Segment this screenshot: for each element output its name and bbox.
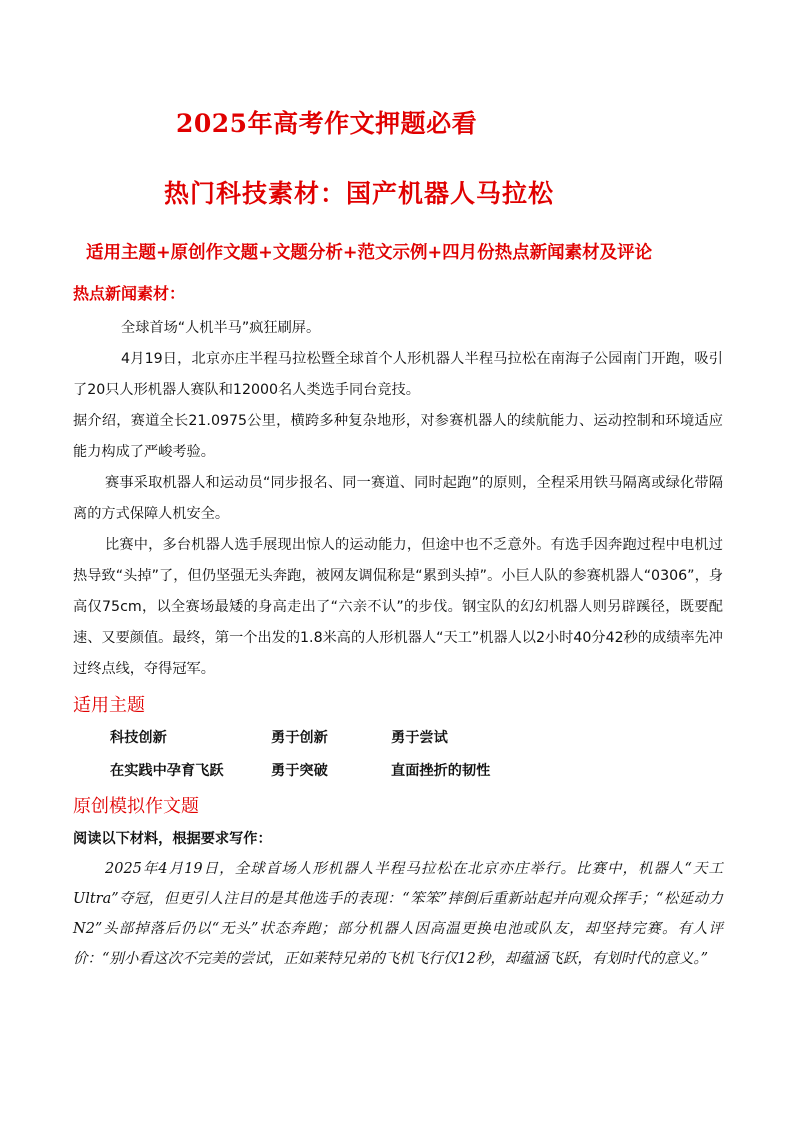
theme-item: 勇于尝试 xyxy=(391,730,448,746)
document-title: 2025年高考作文押题必看 xyxy=(176,109,478,138)
prompt-material: 2025年4月19日，全球首场人形机器人半程马拉松在北京亦庄举行。比赛中，机器人“天工Ultra”夺冠，但更引人注目的是其他选手的表现：“笨笨”摔倒后重新站起并向观众挥手；“松延动力N2”头部掉落后仍以“无头”状态奔跑；部分机器人因高温更换电池或队友，却坚持完赛。有人评价：“别小看这次不完美的尝试，正如莱特兄弟的飞机飞行仅12秒，却蕴涵飞跃，有划时代的意义。” xyxy=(73,861,723,967)
news-paragraph: 赛事采取机器人和运动员“同步报名、同一赛道、同时起跑”的原则，全程采用铁马隔离或绿化带隔离的方式保障人机安全。 xyxy=(73,475,723,522)
document-subtitle: 适用主题+原创作文题+文题分析+范文示例+四月份热点新闻素材及评论 xyxy=(86,243,653,263)
theme-item: 直面挫折的韧性 xyxy=(391,763,491,779)
theme-item: 勇于突破 xyxy=(271,763,328,779)
news-paragraph: 4月19日，北京亦庄半程马拉松暨全球首个人形机器人半程马拉松在南海子公园南门开跑，吸引了20只人形机器人赛队和12000名人类选手同台竞技。 xyxy=(73,351,723,398)
themes-section-heading: 适用主题 xyxy=(73,695,145,716)
theme-item: 勇于创新 xyxy=(271,730,328,746)
news-paragraph: 据介绍，赛道全长21.0975公里，横跨多种复杂地形，对参赛机器人的续航能力、运动控制和环境适应能力构成了严峻考验。 xyxy=(73,413,723,460)
document-title-topic: 热门科技素材：国产机器人马拉松 xyxy=(164,179,555,208)
theme-item: 科技创新 xyxy=(110,730,167,746)
prompt-instruction: 阅读以下材料，根据要求写作： xyxy=(73,831,272,847)
news-paragraph: 全球首场“人机半马”疯狂刷屏。 xyxy=(121,320,321,336)
theme-item: 在实践中孕育飞跃 xyxy=(110,763,224,779)
news-paragraph: 比赛中，多台机器人选手展现出惊人的运动能力，但途中也不乏意外。有选手因奔跑过程中电机过热导致“头掉”了，但仍坚强无头奔跑，被网友调侃称是“累到头掉”。小巨人队的参赛机器人“0306”，身高仅75cm，以全赛场最矮的身高走出了“六亲不认”的步伐。钢宝队的幻幻机器人则另辟蹊径，既要配速、又要颜值。最终，第一个出发的1.8米高的人形机器人“天工”机器人以2小时40分42秒的成绩率先冲过终点线，夺得冠军。 xyxy=(73,537,723,677)
news-body xyxy=(73,313,723,685)
news-section-heading: 热点新闻素材： xyxy=(73,284,186,303)
prompt-section-heading: 原创模拟作文题 xyxy=(73,796,199,817)
